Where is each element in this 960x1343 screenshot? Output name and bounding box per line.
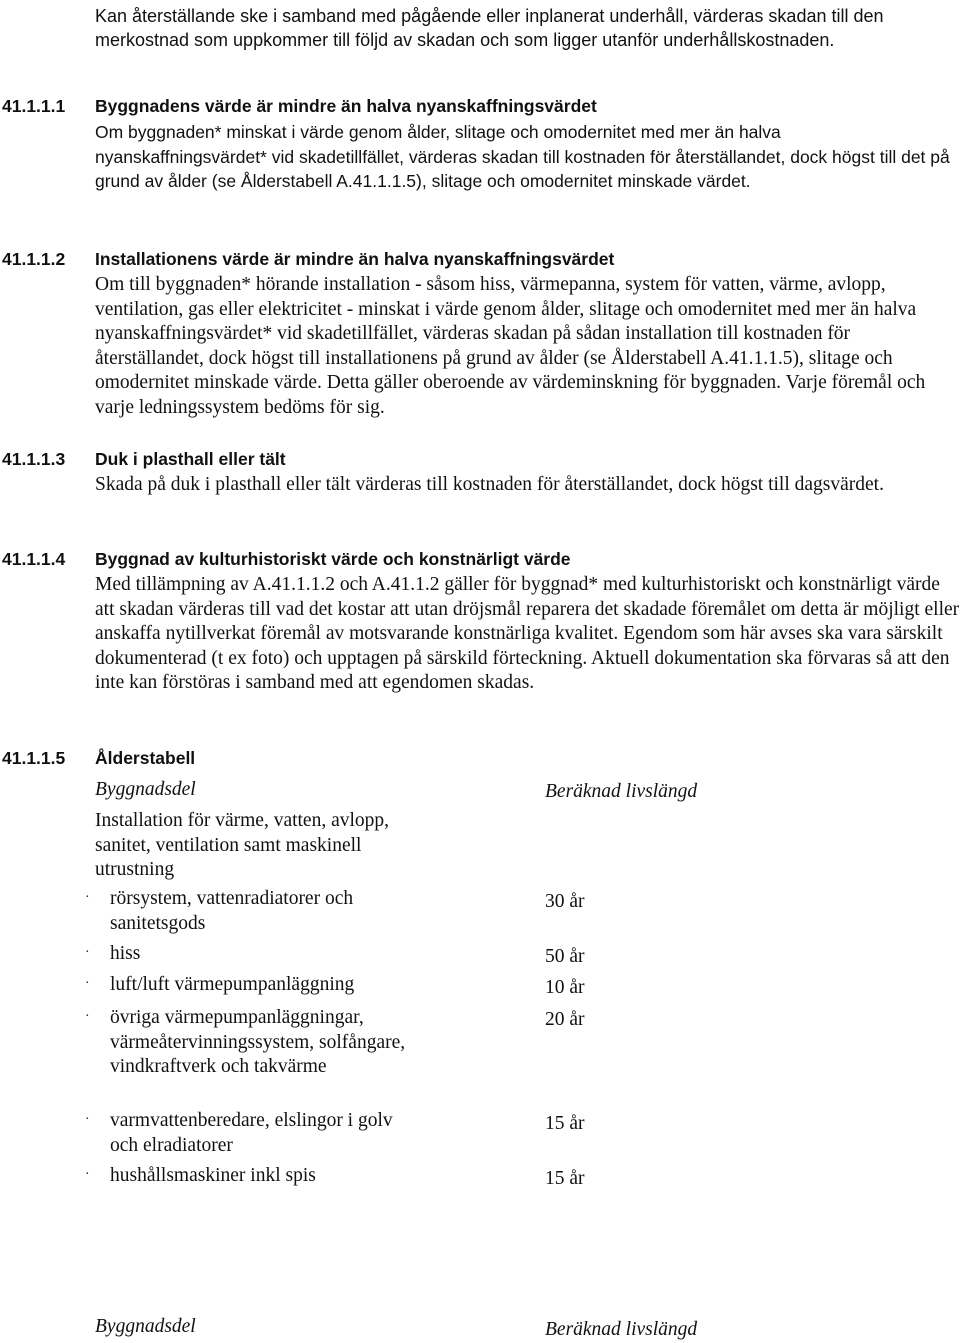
- column-header-life: Beräknad livslängd: [545, 781, 698, 802]
- section-title: Byggnadens värde är mindre än halva nyanskaffningsvärdet: [95, 96, 597, 116]
- column-header-part: Byggnadsdel: [95, 779, 196, 800]
- section-number: 41.1.1.4: [2, 549, 66, 569]
- bullet-marker: ·: [85, 1009, 90, 1024]
- table-cell-life: 20 år: [545, 1009, 585, 1030]
- table-cell-part: hushållsmaskiner inkl spis: [110, 1165, 316, 1186]
- section-title: Ålderstabell: [95, 748, 196, 768]
- table-cell-life: 30 år: [545, 891, 585, 912]
- table-cell-part: hiss: [110, 943, 141, 964]
- section-body: Med tillämpning av A.41.1.1.2 och A.41.1.2 gäller för byggnad* med kulturhistoriskt och konstnärligt värde att skadan värderas till vad det kostar att utan dröjsmål reparera det skadade föremålet om detta är möjligt eller anskaffa nytillverkat föremål av motsvarande konstnärliga kvalitet. Egendom som här avses ska vara särskilt dokumenterad (t ex foto) och upptagen på särskild förteckning. Aktuell dokumentation ska förvaras så att den inte kan förstöras i samband med att egendomen skadas.: [95, 574, 960, 693]
- section-body: Skada på duk i plasthall eller tält värderas till kostnaden för återställandet, dock högst till dagsvärdet.: [95, 474, 884, 495]
- section-number: 41.1.1.1: [2, 96, 66, 116]
- table-cell-part: övriga värmepumpanläggningar, värmeåtervinningssystem, solfångare, vindkraftverk och takvärme: [110, 1007, 406, 1077]
- bullet-marker: ·: [85, 945, 90, 960]
- section-number: 41.1.1.5: [2, 748, 66, 768]
- section-number: 41.1.1.3: [2, 449, 66, 469]
- bullet-marker: ·: [85, 1112, 90, 1127]
- table-cell-part: luft/luft värmepumpanläggning: [110, 974, 355, 995]
- section-body: Om till byggnaden* hörande installation - såsom hiss, värmepanna, system för vatten, värme, avlopp, ventilation, gas eller elektricitet - minskat i värde genom ålder, slitage och omodernitet med mer än halva nyanskaffningsvärdet* vid skadetillfället, värderas skadan på sådan installation till kostnaden för återställandet, dock högst till installationens på grund av ålder (se Ålderstabell A.41.1.1.5), slitage och omodernitet minskade värde. Detta gäller oberoende av värdeminskning för byggnaden. Varje föremål och varje ledningssystem bedöms för sig.: [95, 274, 926, 418]
- section-title: Installationens värde är mindre än halva nyanskaffningsvärdet: [95, 249, 615, 269]
- bullet-marker: ·: [85, 976, 90, 991]
- intro-paragraph: Kan återställande ske i samband med pågående eller inplanerat underhåll, värderas skadan till den merkostnad som uppkommer till följd av skadan och som ligger utanför underhållskostnaden.: [95, 6, 884, 50]
- section-body: Om byggnaden* minskat i värde genom ålder, slitage och omodernitet med mer än halva nyanskaffningsvärdet* vid skadetillfället, värderas skadan till kostnaden för återställandet, dock högst till det på grund av ålder (se Ålderstabell A.41.1.1.5), slitage och omodernitet minskade värdet.: [95, 122, 950, 191]
- column-header-life: Beräknad livslängd: [545, 1319, 698, 1340]
- section-number: 41.1.1.2: [2, 249, 66, 269]
- table-cell-life: 50 år: [545, 946, 585, 967]
- section-title: Byggnad av kulturhistoriskt värde och konstnärligt värde: [95, 549, 571, 569]
- column-header-part: Byggnadsdel: [95, 1316, 196, 1337]
- table-cell-part: rörsystem, vattenradiatorer och sanitetsgods: [110, 888, 354, 934]
- bullet-marker: ·: [85, 1167, 90, 1182]
- section-title: Duk i plasthall eller tält: [95, 449, 286, 469]
- table-cell-life: 10 år: [545, 977, 585, 998]
- table-group-label: Installation för värme, vatten, avlopp, sanitet, ventilation samt maskinell utrustning: [95, 810, 390, 880]
- bullet-marker: ·: [85, 890, 90, 905]
- table-cell-life: 15 år: [545, 1168, 585, 1189]
- table-cell-part: varmvattenberedare, elslingor i golv och elradiatorer: [110, 1110, 393, 1156]
- table-cell-life: 15 år: [545, 1113, 585, 1134]
